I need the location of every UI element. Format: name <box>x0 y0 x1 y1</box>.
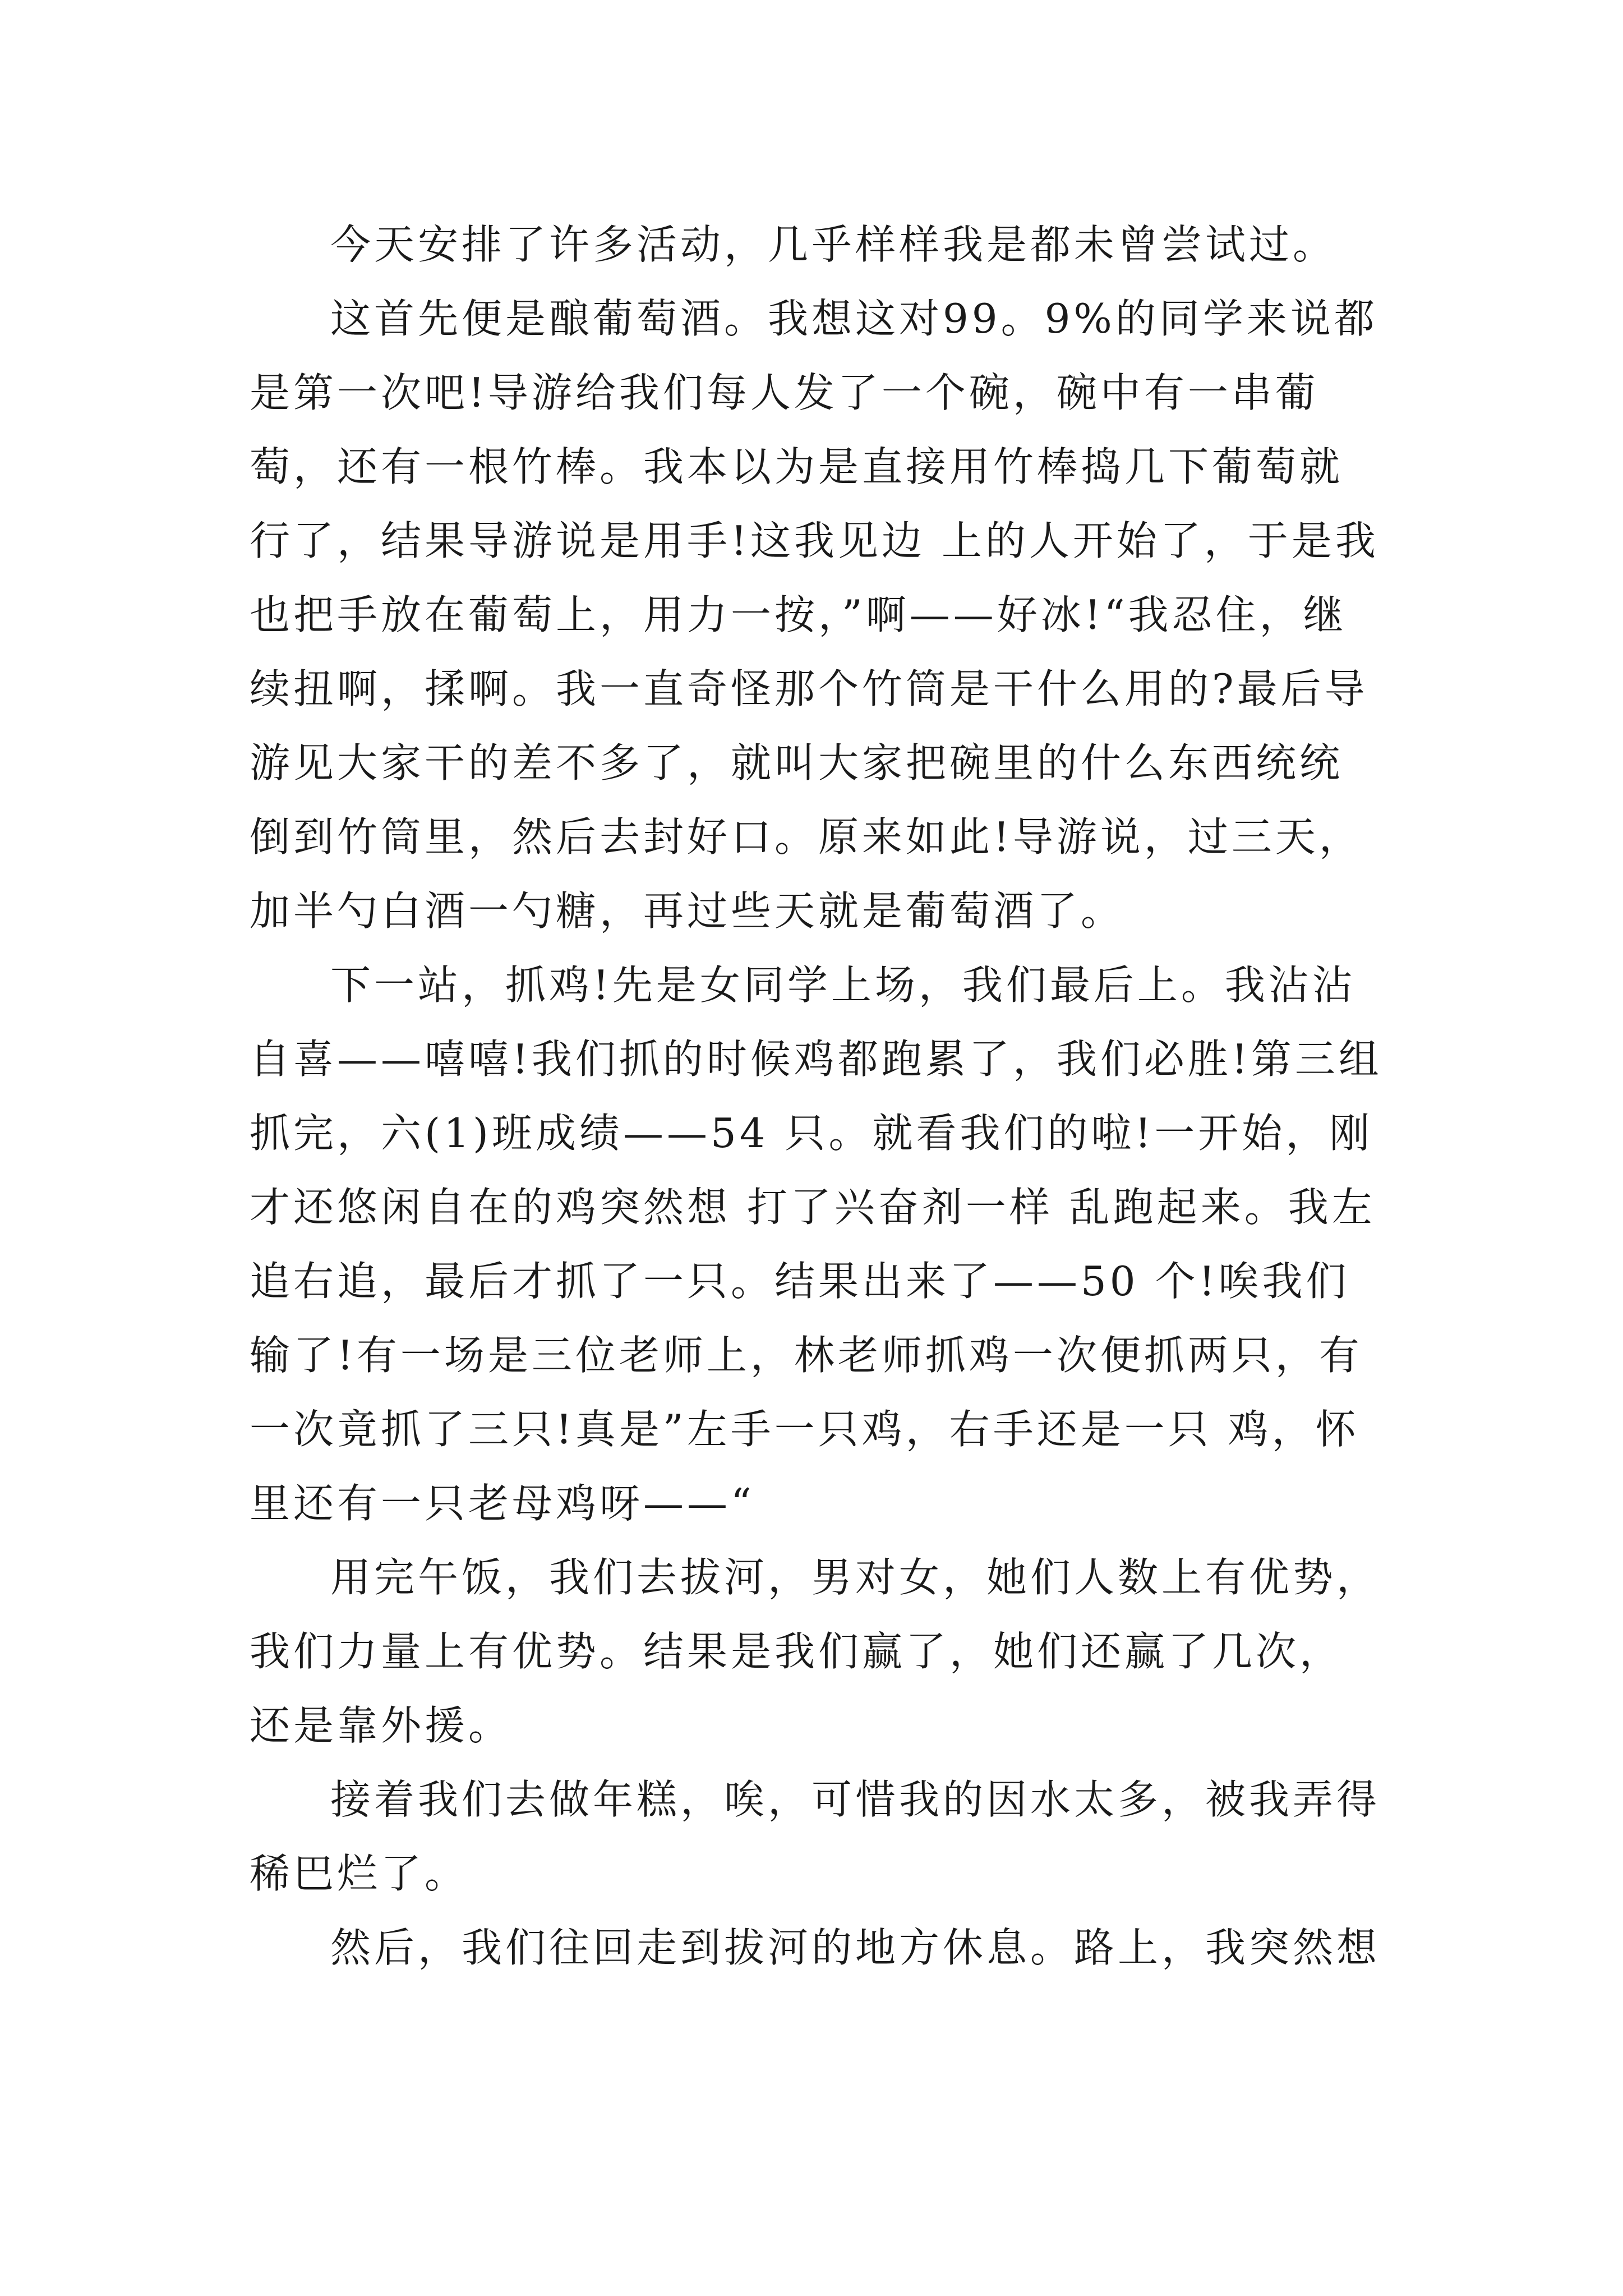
paragraph-1: 今天安排了许多活动，几乎样样我是都未曾尝试过。 <box>330 221 1337 268</box>
paragraph-3: 下一站，抓鸡!先是女同学上场，我们最后上。我沾沾自喜——嘻嘻!我们抓的时候鸡都跑累了，我们必胜!第三组抓完，六(1)班成绩——54 只。就看我们的啦!一开始，刚才还悠闲自在的鸡突然想 打了兴奋剂一样 乱跑起来。我左追右追，最后才抓了一只。结果出来了——50 个!唉我们输了!有一场是三位老师上，林老师抓鸡一次便抓两只，有一次竟抓了三只!真是”左手一只鸡，右手还是一只 鸡，怀里还有一只老母鸡呀——“ <box>250 961 1382 1527</box>
paragraph-6: 然后，我们往回走到拔河的地方休息。路上，我突然想 <box>330 1924 1381 1971</box>
document-body <box>250 208 1382 1985</box>
paragraph-4: 用完午饭，我们去拔河，男对女，她们人数上有优势，我们力量上有优势。结果是我们赢了，她们还赢了几次，还是靠外援。 <box>250 1554 1381 1749</box>
paragraph-5: 接着我们去做年糕，唉，可惜我的因水太多，被我弄得稀巴烂了。 <box>250 1776 1381 1897</box>
paragraph-2: 这首先便是酿葡萄酒。我想这对99。9%的同学来说都是第一次吧!导游给我们每人发了一个碗，碗中有一串葡萄，还有一根竹棒。我本以为是直接用竹棒捣几下葡萄就行了，结果导游说是用手!这我见边 上的人开始了，于是我也把手放在葡萄上，用力一按，”啊——好冰!“我忍住，继续扭啊，揉啊。我一直奇怪那个竹筒是干什么用的?最后导游见大家干的差不多了，就叫大家把碗里的什么东西统统 倒到竹筒里，然后去封好口。原来如此!导游说，过三天，加半勺白酒一勺糖，再过些天就是葡萄酒了。 <box>250 295 1379 935</box>
